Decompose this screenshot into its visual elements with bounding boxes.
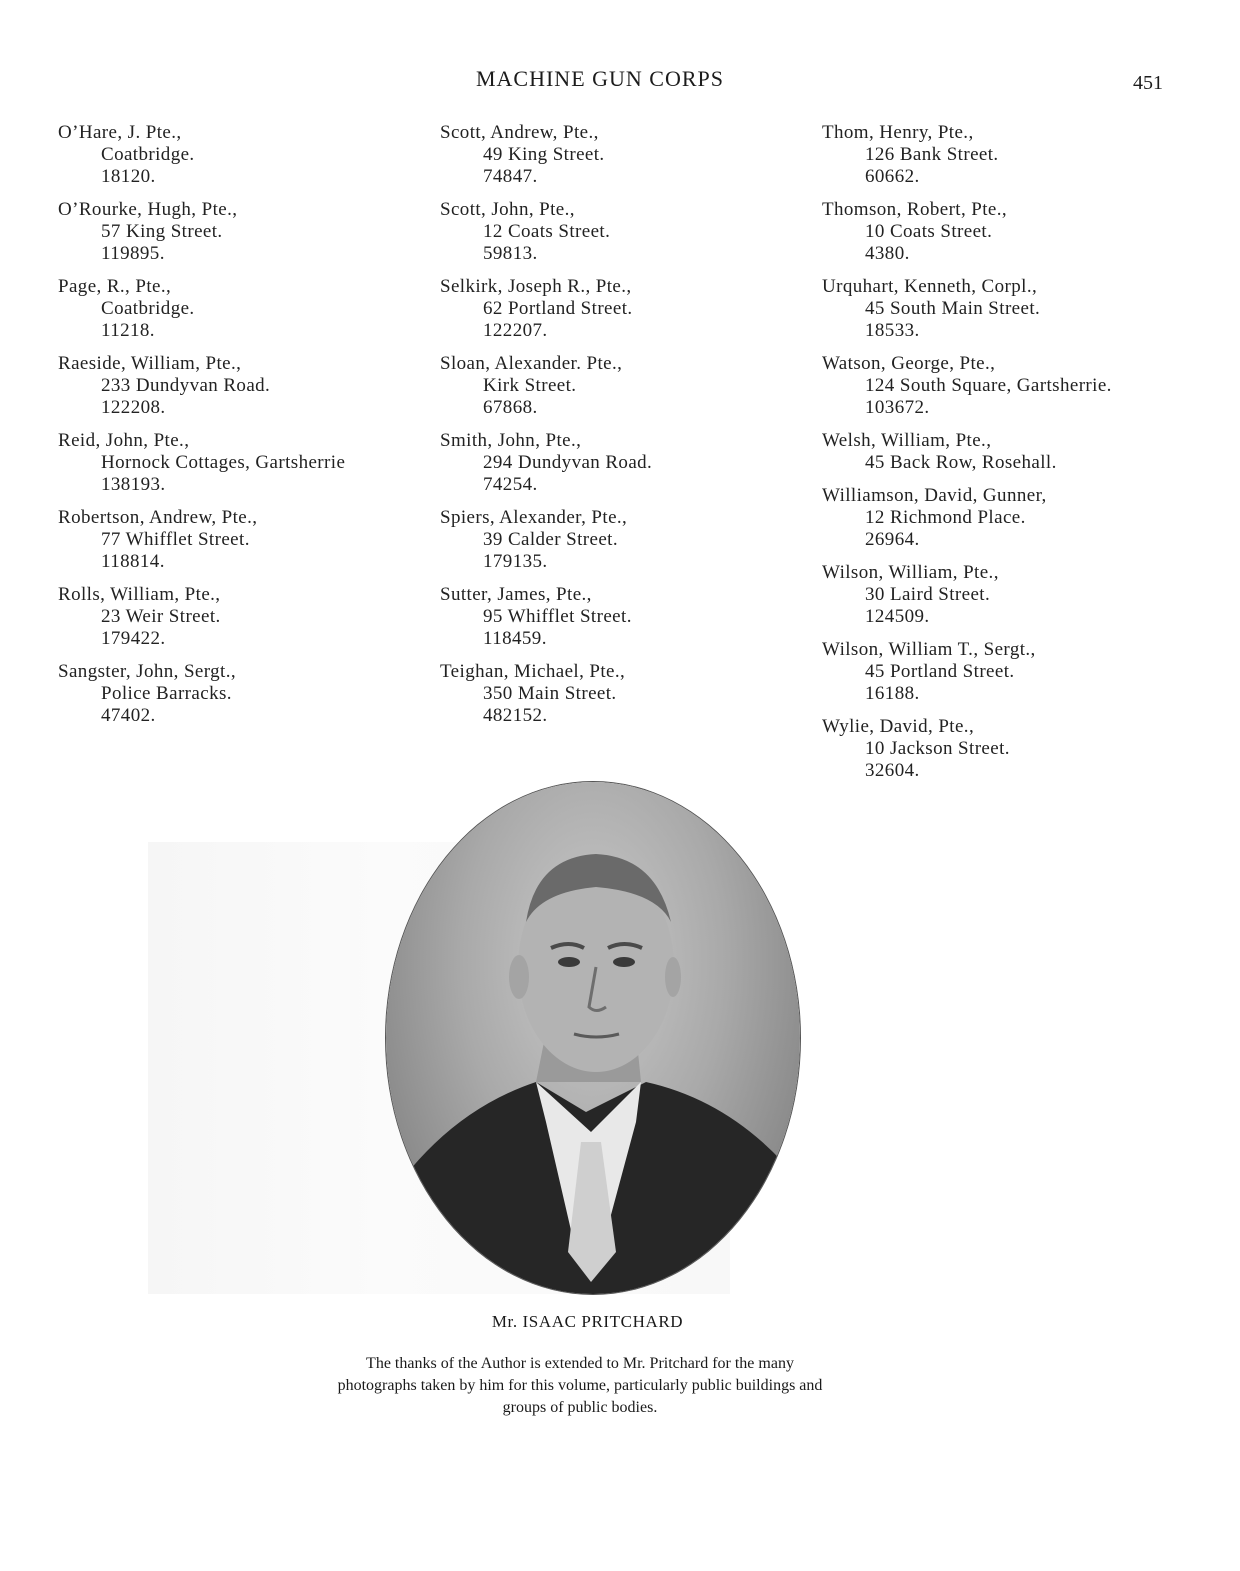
roll-entry [440, 661, 820, 727]
portrait-caption: Mr. ISAAC PRITCHARD [491, 1312, 684, 1331]
entry-number: 118459. [483, 628, 547, 649]
entry-number: 482152. [483, 705, 548, 726]
entry-number: 67868. [483, 397, 538, 418]
roll-entry [822, 639, 1182, 705]
entry-name: Urquhart, Kenneth, Corpl., [822, 276, 1038, 297]
running-title: MACHINE GUN CORPS [475, 66, 725, 91]
roll-entry [822, 716, 1182, 782]
entry-number: 103672. [865, 397, 930, 418]
entry-number: 122207. [483, 320, 548, 341]
portrait-photo [386, 782, 800, 1294]
entry-address: 57 King Street. [101, 221, 223, 242]
entry-name: Watson, George, Pte., [822, 353, 996, 374]
entry-name: Scott, Andrew, Pte., [440, 122, 599, 143]
entry-name: Teighan, Michael, Pte., [440, 661, 626, 682]
entry-name: Scott, John, Pte., [440, 199, 575, 220]
roll-entry [822, 276, 1182, 342]
entry-name: Wilson, William, Pte., [822, 562, 999, 583]
entry-name: Selkirk, Joseph R., Pte., [440, 276, 632, 297]
entry-address: 45 Back Row, Rosehall. [865, 452, 1057, 473]
entry-number: 138193. [101, 474, 166, 495]
entry-number: 122208. [101, 397, 166, 418]
entry-number: 179135. [483, 551, 548, 572]
roll-entry [440, 276, 820, 342]
roll-entry [58, 430, 438, 496]
roll-entry [58, 122, 438, 188]
roll-entry [822, 485, 1182, 551]
portrait-illustration [386, 782, 800, 1294]
roll-column-2 [440, 122, 820, 738]
entry-address: 45 South Main Street. [865, 298, 1041, 319]
entry-name: Rolls, William, Pte., [58, 584, 221, 605]
entry-number: 18120. [101, 166, 156, 187]
entry-name: Sangster, John, Sergt., [58, 661, 237, 682]
entry-number: 4380. [865, 243, 910, 264]
entry-address: 12 Richmond Place. [865, 507, 1026, 528]
entry-name: Wilson, William T., Sergt., [822, 639, 1036, 660]
entry-name: Spiers, Alexander, Pte., [440, 507, 628, 528]
entry-name: O’Rourke, Hugh, Pte., [58, 199, 238, 220]
page-number: 451 [1133, 72, 1163, 94]
roll-entry [440, 507, 820, 573]
entry-name: Welsh, William, Pte., [822, 430, 992, 451]
entry-name: Thomson, Robert, Pte., [822, 199, 1008, 220]
entry-address: 23 Weir Street. [101, 606, 221, 627]
entry-name: Robertson, Andrew, Pte., [58, 507, 258, 528]
entry-address: 126 Bank Street. [865, 144, 999, 165]
entry-number: 179422. [101, 628, 166, 649]
roll-entry [822, 122, 1182, 188]
entry-name: O’Hare, J. Pte., [58, 122, 182, 143]
entry-number: 16188. [865, 683, 920, 704]
roll-entry [440, 430, 820, 496]
entry-address: 45 Portland Street. [865, 661, 1015, 682]
entry-address: 95 Whifflet Street. [483, 606, 632, 627]
roll-column-3 [822, 122, 1182, 793]
entry-address: 10 Jackson Street. [865, 738, 1010, 759]
roll-entry [822, 430, 1182, 474]
roll-entry [58, 584, 438, 650]
entry-address: Kirk Street. [483, 375, 577, 396]
entry-name: Sloan, Alexander. Pte., [440, 353, 623, 374]
entry-name: Williamson, David, Gunner, [822, 485, 1047, 506]
entry-address: 294 Dundyvan Road. [483, 452, 653, 473]
entry-number: 60662. [865, 166, 920, 187]
entry-address: 62 Portland Street. [483, 298, 633, 319]
entry-number: 74847. [483, 166, 538, 187]
roll-entry [822, 562, 1182, 628]
entry-address: 10 Coats Street. [865, 221, 993, 242]
entry-address: Coatbridge. [101, 298, 195, 319]
roll-entry [58, 353, 438, 419]
roll-entry [822, 199, 1182, 265]
entry-address: 350 Main Street. [483, 683, 617, 704]
entry-number: 74254. [483, 474, 538, 495]
entry-address: 12 Coats Street. [483, 221, 611, 242]
entry-number: 18533. [865, 320, 920, 341]
entry-address: 77 Whifflet Street. [101, 529, 250, 550]
entry-number: 119895. [101, 243, 165, 264]
roll-entry [440, 353, 820, 419]
entry-name: Raeside, William, Pte., [58, 353, 242, 374]
roll-entry [58, 507, 438, 573]
entry-address: 49 King Street. [483, 144, 605, 165]
entry-number: 118814. [101, 551, 165, 572]
roll-entry [440, 122, 820, 188]
entry-address: 30 Laird Street. [865, 584, 991, 605]
roll-entry [58, 276, 438, 342]
roll-entry [822, 353, 1182, 419]
roll-column-1 [58, 122, 438, 738]
acknowledgement-note: The thanks of the Author is extended to Mr. Pritchard for the many photographs taken by him for this volume, particularly public buildings and groups of public bodies. [337, 1355, 823, 1416]
entry-number: 32604. [865, 760, 920, 781]
entry-number: 59813. [483, 243, 538, 264]
roll-entry [440, 199, 820, 265]
entry-number: 47402. [101, 705, 156, 726]
entry-address: Hornock Cottages, Gartsherrie [101, 452, 346, 473]
entry-name: Sutter, James, Pte., [440, 584, 592, 605]
entry-address: 39 Calder Street. [483, 529, 619, 550]
entry-name: Thom, Henry, Pte., [822, 122, 974, 143]
entry-name: Wylie, David, Pte., [822, 716, 975, 737]
entry-name: Smith, John, Pte., [440, 430, 582, 451]
entry-name: Reid, John, Pte., [58, 430, 190, 451]
roll-entry [58, 199, 438, 265]
entry-address: Police Barracks. [101, 683, 232, 704]
roll-entry [58, 661, 438, 727]
roll-entry [440, 584, 820, 650]
entry-name: Page, R., Pte., [58, 276, 172, 297]
entry-number: 11218. [101, 320, 155, 341]
entry-address: 124 South Square, Gartsherrie. [865, 375, 1112, 396]
entry-address: 233 Dundyvan Road. [101, 375, 271, 396]
entry-number: 124509. [865, 606, 930, 627]
entry-address: Coatbridge. [101, 144, 195, 165]
entry-number: 26964. [865, 529, 920, 550]
